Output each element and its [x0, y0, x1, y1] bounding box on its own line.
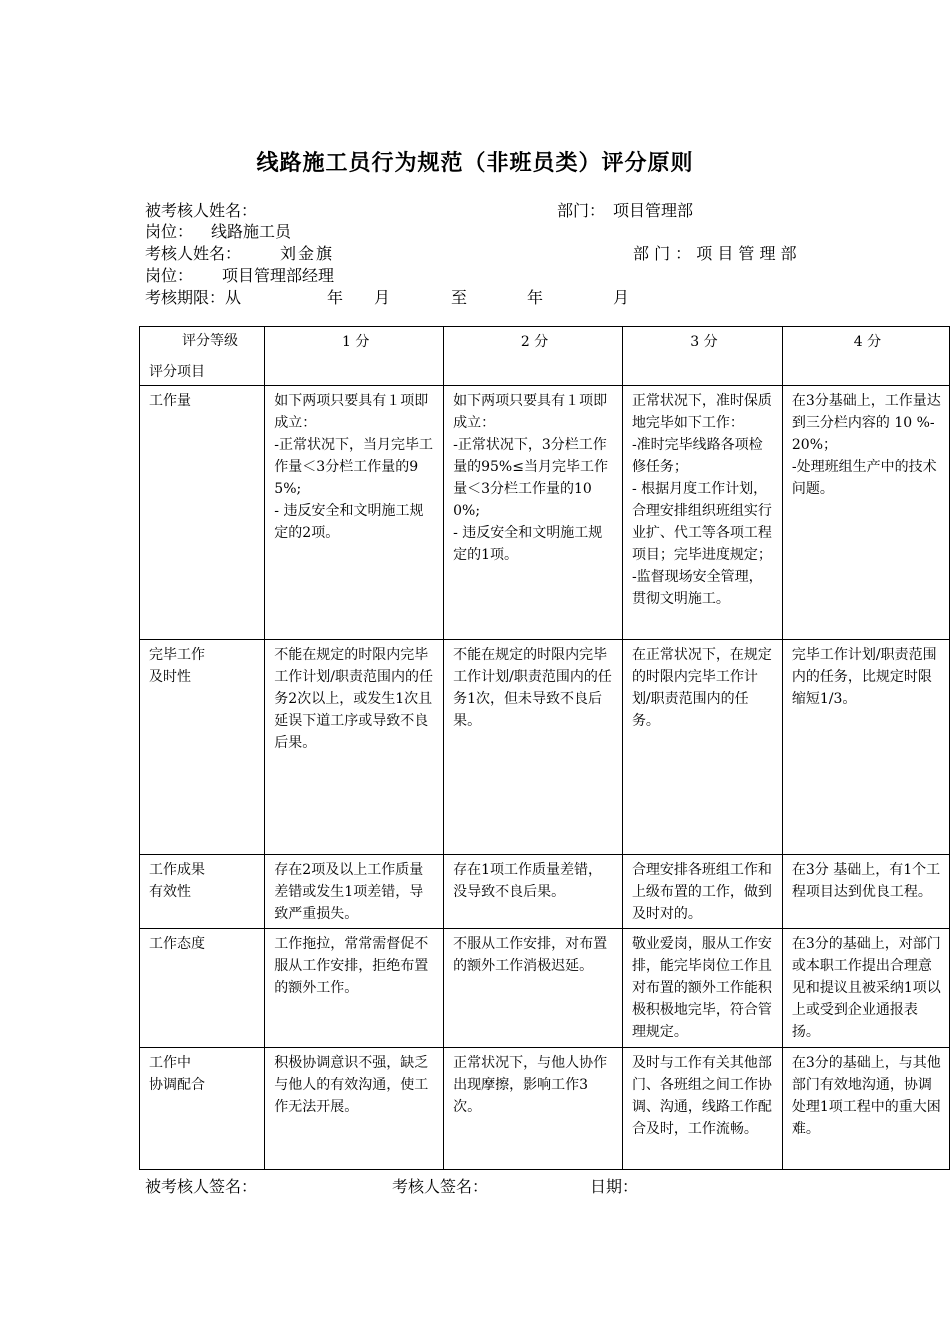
- table-cell: [782, 855, 949, 929]
- date-label: 日期：: [590, 1177, 639, 1196]
- table-cell: [622, 640, 782, 855]
- table-cell: [444, 855, 623, 929]
- row-label-text: 工作中: [149, 1055, 191, 1071]
- table-row: [140, 1048, 950, 1170]
- period-year-to: 年: [527, 288, 544, 307]
- row-label: [140, 1048, 265, 1170]
- table-cell: [444, 929, 623, 1048]
- period-to: 至: [451, 288, 468, 307]
- row-label-text: 工作成果: [149, 862, 205, 878]
- cell-text: 正常状况下，准时保质地完毕如下工作：: [631, 393, 772, 431]
- table-row: [140, 929, 950, 1048]
- table-cell: [622, 929, 782, 1048]
- department-value: 项目管理部: [613, 201, 694, 220]
- cell-text: 在3分基础上，工作量达到三分栏内容的 10 %- 20%；: [791, 393, 941, 453]
- period-year-from: 年: [327, 288, 344, 307]
- table-header-row: [140, 327, 950, 386]
- cell-text: - 根据月度工作计划，合理安排组织班组实行业扩、代工等各项工程项目；完毕进度规定；: [631, 481, 772, 563]
- cell-text: 在3分的基础上，对部门或本职工作提出合理意见和提议且被采纳1项以上或受到企业通报表扬。: [791, 936, 941, 1040]
- item-axis-label: 评分项目: [149, 364, 205, 380]
- examinee-signature-label: 被考核人签名：: [145, 1177, 258, 1196]
- cell-text: 积极协调意识不强，缺乏与他人的有效沟通，使工作无法开展。: [274, 1055, 429, 1115]
- header-score-2: 2 分: [444, 327, 623, 386]
- examiner-signature-label: 考核人签名：: [392, 1177, 489, 1196]
- table-cell: [444, 386, 623, 640]
- cell-text: 存在2项及以上工作质量差错或发生1项差错，导致严重损失。: [274, 862, 424, 922]
- position-label: 岗位：: [145, 222, 194, 241]
- cell-text: 在3分的基础上，与其他部门有效地沟通，协调处理1项工程中的重大困难。: [791, 1055, 941, 1137]
- table-cell: [782, 1048, 949, 1170]
- table-cell: [265, 929, 444, 1048]
- table-row: [140, 640, 950, 855]
- row-label: [140, 929, 265, 1048]
- row-label: [140, 855, 265, 929]
- grade-axis-label: 评分等级: [182, 333, 238, 349]
- table-cell: [265, 386, 444, 640]
- table-cell: [622, 1048, 782, 1170]
- cell-text: 不服从工作安排，对布置的额外工作消极迟延。: [453, 936, 608, 974]
- cell-text: 存在1项工作质量差错，没导致不良后果。: [453, 862, 603, 900]
- cell-text: -正常状况下，当月完毕工作量＜3分栏工作量的95%;: [274, 437, 434, 497]
- header-score-4: 4 分: [782, 327, 949, 386]
- position-value: 线路施工员: [211, 222, 292, 241]
- table-cell: [265, 855, 444, 929]
- table-cell: [444, 640, 623, 855]
- cell-text: 正常状况下，与他人协作出现摩擦，影响工作3次。: [453, 1055, 608, 1115]
- cell-text: 如下两项只要具有１项即成立：: [274, 393, 429, 431]
- row-label-text: 有效性: [149, 884, 191, 900]
- table-row: [140, 855, 950, 929]
- table-cell: [265, 1048, 444, 1170]
- examiner-name-value: 刘金旗: [280, 244, 335, 263]
- cell-text: - 违反安全和文明施工规定的1项。: [453, 525, 603, 563]
- cell-text: 如下两项只要具有１项即成立：: [453, 393, 608, 431]
- cell-text: 在3分 基础上，有1个工程项目达到优良工程。: [791, 862, 941, 900]
- examiner-name-label: 考核人姓名：: [145, 244, 242, 263]
- scoring-table: [139, 326, 950, 1170]
- examiner-position-label: 岗位：: [145, 266, 194, 285]
- row-label: [140, 386, 265, 640]
- row-label-text: 完毕工作: [149, 647, 205, 663]
- cell-text: -处理班组生产中的技术问题。: [791, 459, 937, 497]
- header-score-3: 3 分: [622, 327, 782, 386]
- document-title: 线路施工员行为规范（非班员类）评分原则: [256, 151, 694, 176]
- row-label-text: 及时性: [149, 669, 191, 685]
- table-cell: [265, 640, 444, 855]
- cell-text: -准时完毕线路各项检修任务；: [631, 437, 763, 475]
- header-score-1: 1 分: [265, 327, 444, 386]
- cell-text: 在正常状况下，在规定的时限内完毕工作计划/职责范围内的任务。: [631, 647, 772, 729]
- table-row: [140, 386, 950, 640]
- table-cell: [444, 1048, 623, 1170]
- row-label: [140, 640, 265, 855]
- cell-text: 合理安排各班组工作和上级布置的工作，做到及时对的。: [631, 862, 772, 922]
- table-cell: [782, 929, 949, 1048]
- period-month-to: 月: [613, 288, 630, 307]
- examiner-position-value: 项目管理部经理: [222, 266, 335, 285]
- table-cell: [622, 386, 782, 640]
- cell-text: 及时与工作有关其他部门、各班组之间工作协调、沟通，线路工作配合及时，工作流畅。: [631, 1055, 772, 1137]
- table-corner-cell: [140, 327, 265, 386]
- department-label: 部门：: [557, 201, 606, 220]
- row-label-text: 协调配合: [149, 1077, 205, 1093]
- cell-text: 不能在规定的时限内完毕工作计划/职责范围内的任务1次，但未导致不良后果。: [453, 647, 612, 729]
- examinee-name-label: 被考核人姓名：: [145, 201, 258, 220]
- cell-text: -监督现场安全管理，贯彻文明施工。: [631, 569, 763, 607]
- cell-text: 敬业爱岗，服从工作安排，能完毕岗位工作且对布置的额外工作能积极积极地完毕，符合管理规定。: [631, 936, 772, 1040]
- table-cell: [782, 640, 949, 855]
- cell-text: 完毕工作计划/职责范围内的任务，比规定时限缩短1/3。: [791, 647, 937, 707]
- examiner-department: 部 门 ： 项 目 管 理 部: [633, 244, 797, 263]
- row-label-text: 工作态度: [149, 936, 205, 952]
- table-cell: [782, 386, 949, 640]
- period-month-from: 月: [374, 288, 391, 307]
- cell-text: - 违反安全和文明施工规定的2项。: [274, 503, 424, 541]
- table-cell: [622, 855, 782, 929]
- cell-text: 工作拖拉，常常需督促不服从工作安排，拒绝布置的额外工作。: [274, 936, 429, 996]
- period-label: 考核期限：从: [145, 288, 242, 307]
- cell-text: 不能在规定的时限内完毕工作计划/职责范围内的任务2次以上，或发生1次且延误下道工序或导致不良后果。: [274, 647, 433, 751]
- row-label-text: 工作量: [149, 393, 191, 409]
- cell-text: -正常状况下，3分栏工作量的95%≤当月完毕工作量＜3分栏工作量的100%;: [453, 437, 608, 519]
